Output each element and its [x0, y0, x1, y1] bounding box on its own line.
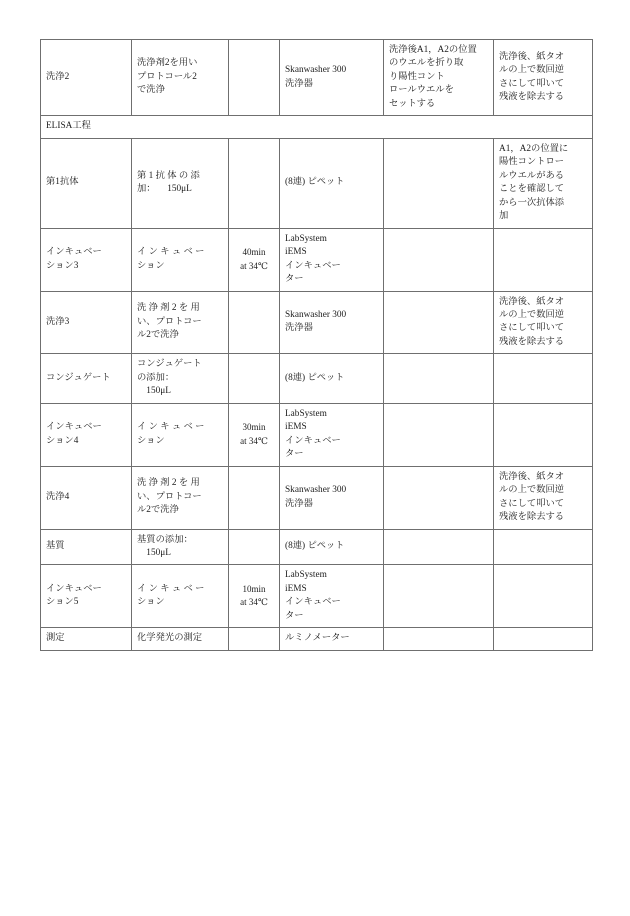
cell-line: さにして叩いて [499, 498, 565, 509]
row-conjugate [41, 354, 593, 403]
time-temp-cell-empty [229, 529, 280, 565]
step-name: 第1抗体 [46, 177, 79, 188]
step-name: インキュベー [46, 422, 102, 433]
cell-line: で洗浄 [137, 85, 165, 96]
equipment-cell [280, 291, 384, 354]
time-temp-cell-empty [229, 40, 280, 116]
operation-cell [132, 529, 229, 565]
operation-cell [132, 228, 229, 291]
operation-cell [132, 138, 229, 228]
cell-line: ルミノメーター [285, 633, 350, 644]
row-substrate [41, 529, 593, 565]
time-temp-cell-empty [229, 291, 280, 354]
cell-line: 加 [499, 211, 509, 222]
time-temp-cell-empty [229, 138, 280, 228]
cell-line: 洗 浄 剤 2 を 用 [137, 478, 200, 489]
step-name: インキュベー [46, 247, 102, 258]
cell-line: 40min [242, 247, 266, 258]
cell-line: iEMS [285, 583, 307, 594]
cell-line: い、プロトコー [137, 316, 202, 327]
note-secondary-cell [494, 466, 593, 529]
note-secondary-cell-empty [494, 628, 593, 651]
note-primary-cell-empty [384, 354, 494, 403]
operation-cell [132, 466, 229, 529]
cell-line: の添加： [137, 372, 175, 383]
cell-line: ター [285, 610, 304, 621]
note-primary-cell-empty [384, 138, 494, 228]
step-name: 基質 [46, 541, 65, 552]
step-name: 洗浄2 [46, 71, 70, 82]
section-title-cell [41, 116, 593, 138]
step-name-cell [41, 228, 132, 291]
cell-line: at 34℃ [240, 435, 268, 446]
cell-line: 150μL [137, 548, 171, 558]
cell-line: 洗浄後A1，A2の位置 [389, 45, 477, 55]
procedure-table-wrapper [40, 39, 592, 651]
cell-line: のウエルを折り取 [389, 58, 464, 69]
step-name-cell [41, 529, 132, 565]
row-measurement [41, 628, 593, 651]
cell-line: Skanwasher 300 [285, 309, 347, 320]
cell-line: at 34℃ [240, 597, 268, 608]
cell-line: LabSystem [285, 570, 327, 581]
row-wash2 [41, 40, 593, 116]
note-secondary-cell-empty [494, 354, 593, 403]
cell-line: 洗浄器 [285, 498, 313, 509]
cell-line: 残液を除去する [499, 92, 565, 103]
cell-line: A1，A2の位置に [499, 143, 569, 154]
cell-line: ルの上で数回逆 [499, 65, 565, 76]
cell-line: iEMS [285, 247, 307, 258]
cell-line: ター [285, 274, 304, 285]
cell-line: LabSystem [285, 408, 327, 419]
step-name: インキュベー [46, 583, 102, 594]
note-primary-cell [384, 40, 494, 116]
cell-line: (8連) ピペット [285, 372, 345, 383]
cell-line: ション [137, 260, 165, 271]
cell-line: 基質の添加： [137, 534, 193, 545]
cell-line: 洗浄器 [285, 323, 313, 334]
cell-line: 30min [242, 422, 266, 433]
note-primary-cell-empty [384, 228, 494, 291]
cell-line: い、プロトコー [137, 491, 202, 502]
step-name: 洗浄4 [46, 491, 70, 502]
cell-line: iEMS [285, 422, 307, 433]
cell-line: インキュベー [285, 597, 341, 608]
operation-cell [132, 403, 229, 466]
cell-line: 10min [242, 583, 266, 594]
cell-line: 洗浄後、紙タオ [499, 51, 565, 62]
cell-line: ター [285, 449, 304, 460]
cell-line: ルの上で数回逆 [499, 309, 565, 320]
step-name-cell [41, 403, 132, 466]
cell-line: インキュベー [285, 260, 341, 271]
equipment-cell [280, 40, 384, 116]
cell-line: 洗浄器 [285, 78, 313, 89]
cell-line: 陽性コントロー [499, 157, 565, 168]
equipment-cell [280, 354, 384, 403]
cell-line: ション [137, 435, 165, 446]
cell-line: さにして叩いて [499, 323, 565, 334]
note-secondary-cell [494, 291, 593, 354]
note-primary-cell-empty [384, 529, 494, 565]
cell-line: 洗浄後、紙タオ [499, 296, 565, 307]
cell-line: セットする [389, 98, 436, 109]
equipment-cell [280, 565, 384, 628]
cell-line: イ ン キ ュ ベ ー [137, 422, 205, 433]
step-name-cell [41, 138, 132, 228]
time-temp-cell-empty [229, 354, 280, 403]
equipment-cell [280, 466, 384, 529]
cell-line: (8連) ピペット [285, 541, 345, 552]
procedure-table [40, 39, 593, 651]
cell-line: 残液を除去する [499, 336, 565, 347]
note-secondary-cell-empty [494, 228, 593, 291]
step-name-cell [41, 291, 132, 354]
cell-line: り陽性コント [389, 71, 445, 82]
equipment-cell [280, 403, 384, 466]
cell-line: ルウエルがある [499, 170, 565, 181]
equipment-cell [280, 228, 384, 291]
cell-line: Skanwasher 300 [285, 65, 347, 76]
cell-line: イ ン キ ュ ベ ー [137, 583, 205, 594]
note-primary-cell-empty [384, 628, 494, 651]
note-primary-cell-empty [384, 466, 494, 529]
step-name-cell [41, 354, 132, 403]
cell-line: 洗浄剤2を用い [137, 58, 198, 69]
cell-line: さにして叩いて [499, 78, 565, 89]
time-temp-cell-empty [229, 628, 280, 651]
step-name: ション3 [46, 260, 79, 271]
step-name-cell [41, 565, 132, 628]
cell-line: 洗浄後、紙タオ [499, 471, 565, 482]
step-name: ション4 [46, 435, 79, 446]
step-name: 測定 [46, 633, 65, 644]
procedure-table-body [41, 40, 593, 651]
row-primary-antibody [41, 138, 593, 228]
row-incubation4 [41, 403, 593, 466]
cell-line: プロトコール2 [137, 71, 197, 82]
cell-line: から一次抗体添 [499, 197, 565, 208]
equipment-cell [280, 628, 384, 651]
step-name: コンジュゲート [46, 372, 111, 383]
note-secondary-cell-empty [494, 529, 593, 565]
cell-line: ル2で洗浄 [137, 330, 179, 341]
note-primary-cell-empty [384, 565, 494, 628]
cell-line: (8連) ピペット [285, 177, 345, 188]
cell-line: 150μL [137, 386, 171, 397]
cell-line: ルの上で数回逆 [499, 485, 565, 496]
cell-line: 第 1 抗 体 の 添 [137, 170, 200, 181]
section-title: ELISA工程 [46, 121, 91, 132]
time-temp-cell [229, 228, 280, 291]
step-name: ション5 [46, 597, 79, 608]
operation-cell [132, 40, 229, 116]
operation-cell [132, 354, 229, 403]
equipment-cell [280, 138, 384, 228]
row-incubation3 [41, 228, 593, 291]
cell-line: ロールウエルを [389, 85, 454, 96]
equipment-cell [280, 529, 384, 565]
note-secondary-cell [494, 40, 593, 116]
operation-cell [132, 565, 229, 628]
note-primary-cell-empty [384, 291, 494, 354]
cell-line: ション [137, 597, 165, 608]
cell-line: ル2で洗浄 [137, 505, 179, 516]
cell-line: 残液を除去する [499, 512, 565, 523]
note-secondary-cell [494, 138, 593, 228]
step-name: 洗浄3 [46, 316, 70, 327]
cell-line: インキュベー [285, 435, 341, 446]
time-temp-cell-empty [229, 466, 280, 529]
row-wash4 [41, 466, 593, 529]
step-name-cell [41, 628, 132, 651]
operation-cell [132, 628, 229, 651]
note-primary-cell-empty [384, 403, 494, 466]
note-secondary-cell-empty [494, 565, 593, 628]
row-wash3 [41, 291, 593, 354]
cell-line: at 34℃ [240, 260, 268, 271]
cell-line: イ ン キ ュ ベ ー [137, 247, 205, 258]
row-elisa-section [41, 116, 593, 138]
cell-line: Skanwasher 300 [285, 485, 347, 496]
cell-line: ことを確認して [499, 184, 565, 195]
row-incubation5 [41, 565, 593, 628]
time-temp-cell [229, 565, 280, 628]
step-name-cell [41, 466, 132, 529]
cell-line: 化学発光の測定 [137, 633, 203, 644]
cell-line: 加： 150μL [137, 184, 192, 195]
time-temp-cell [229, 403, 280, 466]
cell-line: LabSystem [285, 233, 327, 244]
operation-cell [132, 291, 229, 354]
cell-line: コンジュゲート [137, 359, 202, 370]
step-name-cell [41, 40, 132, 116]
cell-line: 洗 浄 剤 2 を 用 [137, 303, 200, 314]
note-secondary-cell-empty [494, 403, 593, 466]
